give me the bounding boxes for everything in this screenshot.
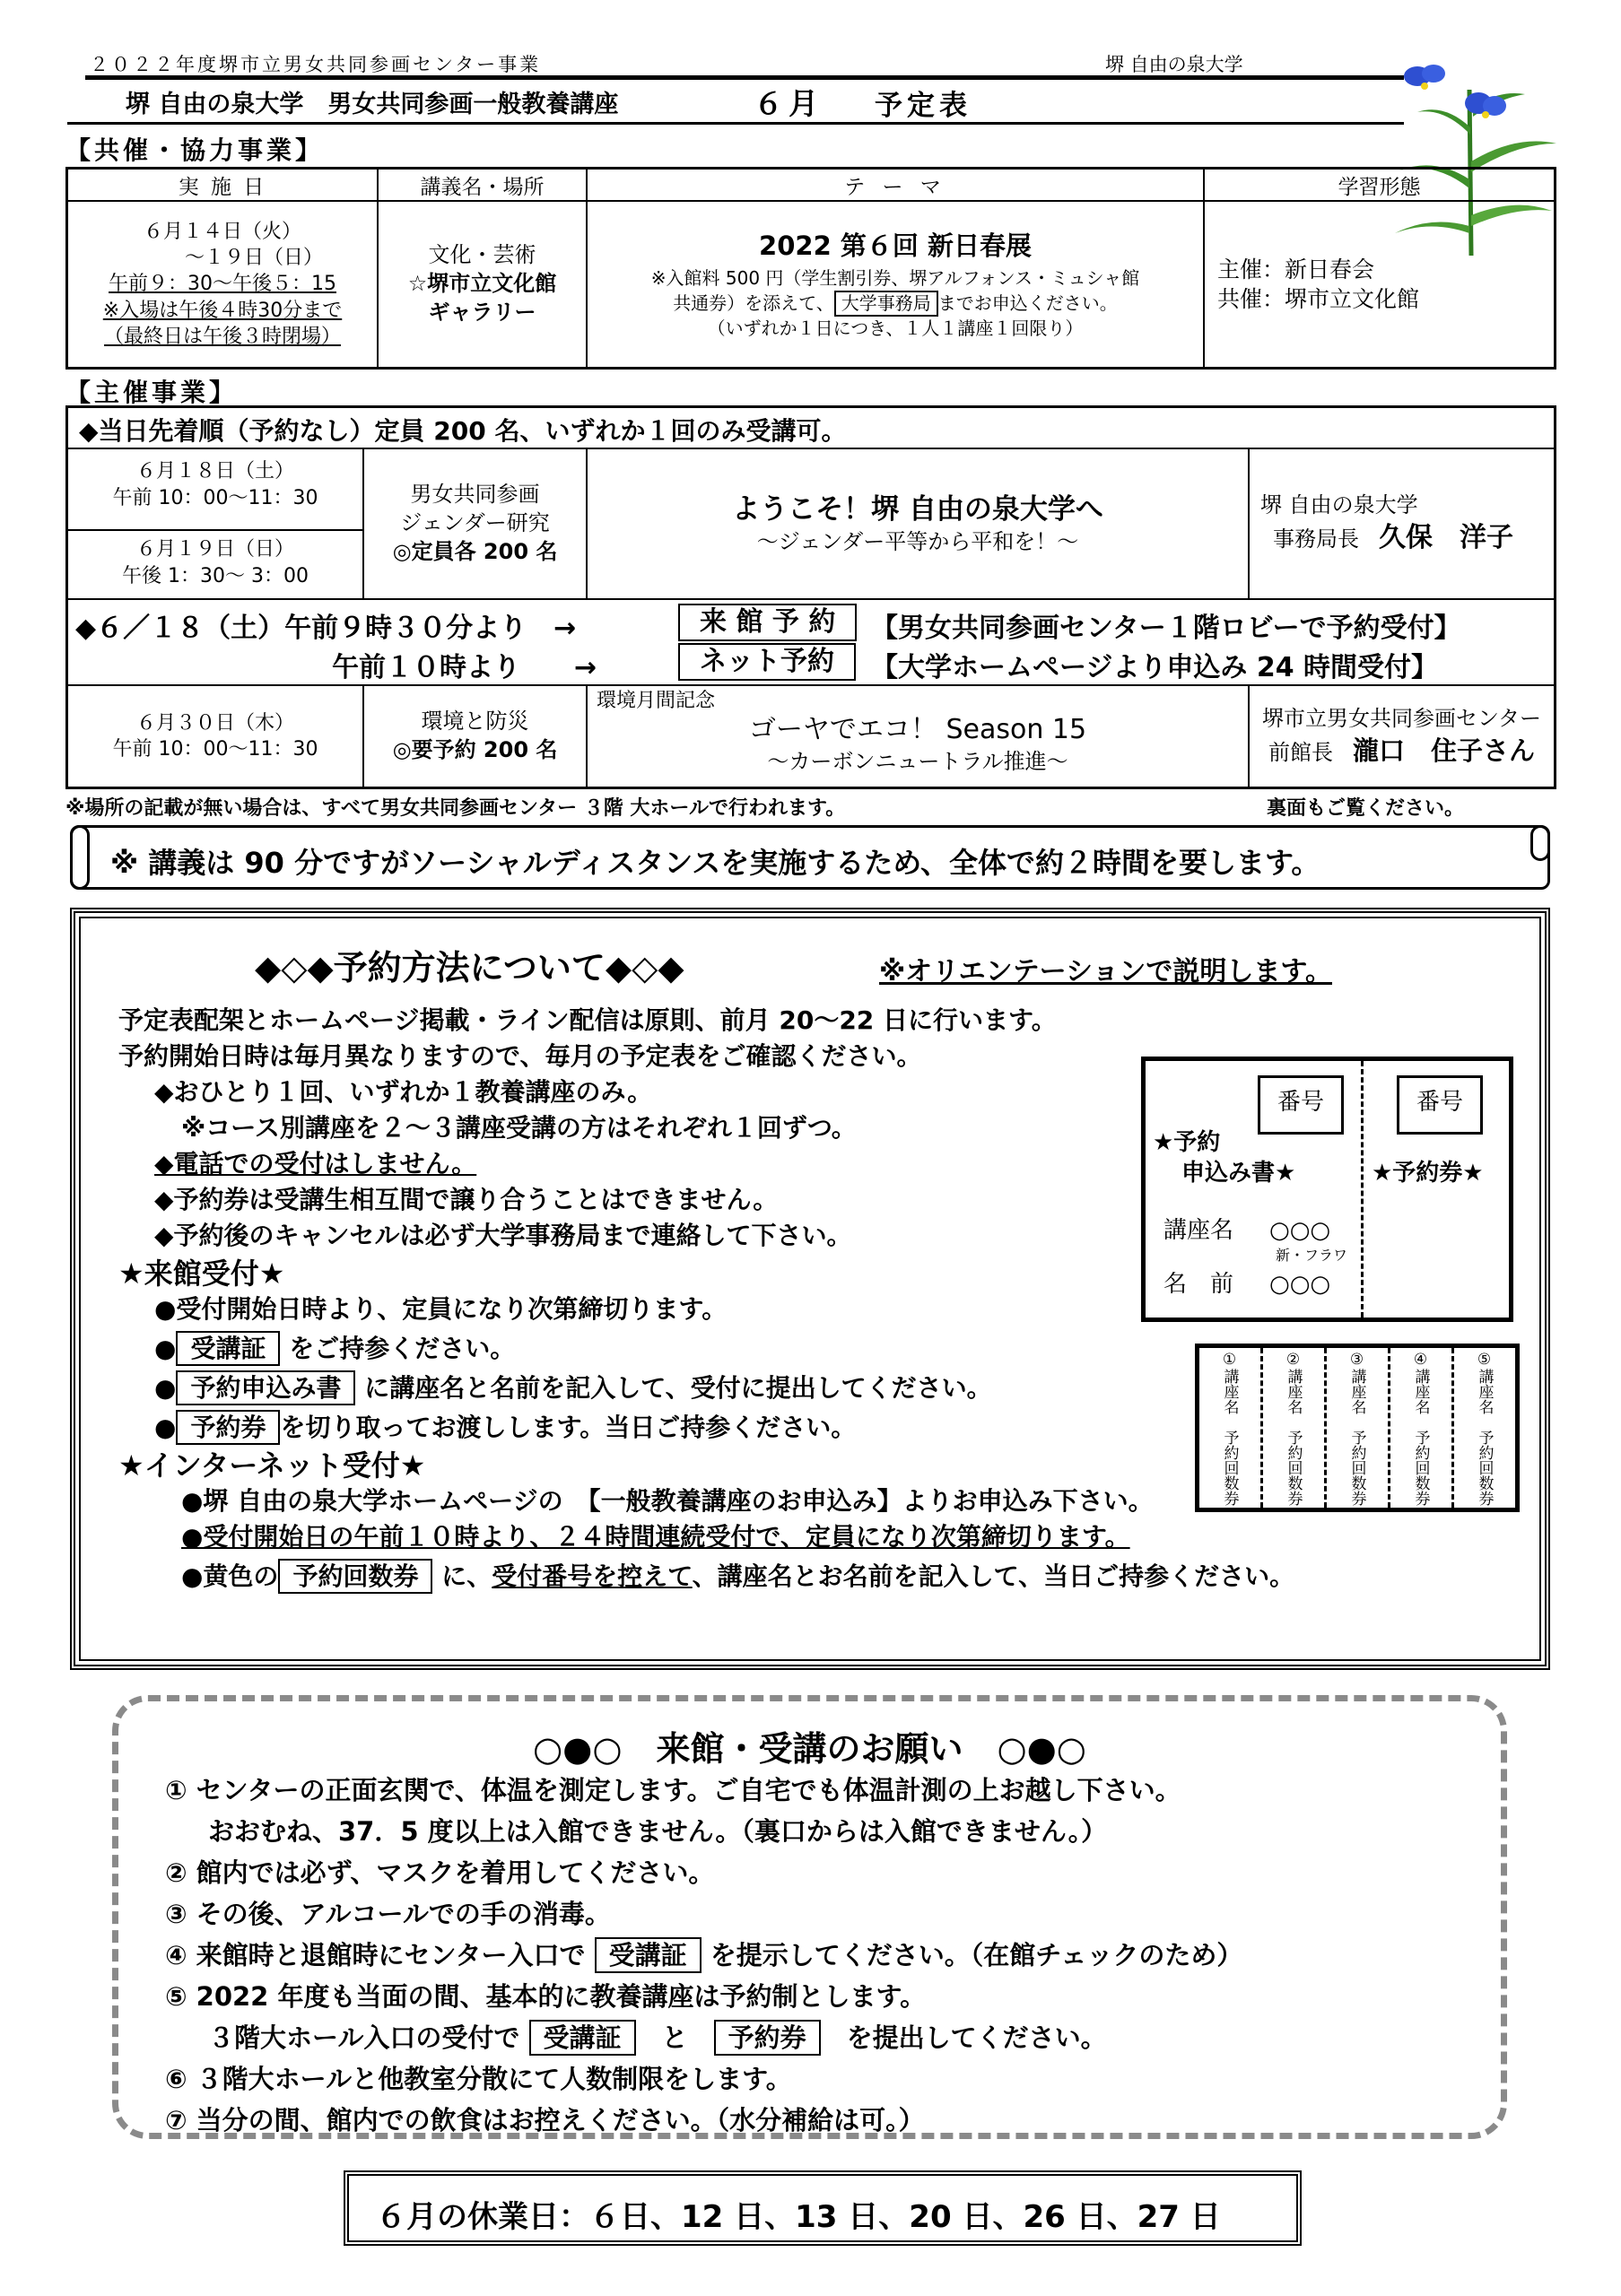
visit-title: ○●○ 来館・受講のお願い ○●○ xyxy=(533,1729,1086,1769)
cosponsored-theme: 2022 第６回 新日春展 ※入館料 500 円（学生割引券、堺アルフォンス・ミュシャ館 共通券）を添えて、 大学事務局 までお申込ください。 （いずれか１日につき、１人１講座１回限り） xyxy=(588,202,1205,367)
certificate-box-2: 受講証 xyxy=(595,1937,702,1973)
scroll-banner xyxy=(70,825,1550,890)
header-rule-bottom xyxy=(67,122,1404,125)
row1-theme: ようこそ！堺 自由の泉大学へ ～ジェンダー平等から平和を！～ xyxy=(588,449,1250,598)
row2-date: ６月３０日（木） 午前 10：00～11：30 xyxy=(68,686,364,787)
certificate-box-3: 受講証 xyxy=(529,2020,636,2056)
cosponsored-format: 主催：新日春会 共催：堺市立文化館 xyxy=(1217,257,1420,312)
coupon-3: ③講座名 予約回数券 xyxy=(1327,1348,1390,1508)
month-label: ６月 xyxy=(754,86,824,121)
sample-reservation-form: 番号 番号 ★予約 申込み書★ ★予約券★ 講座名 ○○○ 新・フラワ 名 前 ○○○ xyxy=(1141,1057,1513,1322)
coupon-2: ②講座名 予約回数券 xyxy=(1263,1348,1327,1508)
location-footnote: ※場所の記載が無い場合は、すべて男女共同参画センター ３階 大ホールで行われます。 xyxy=(65,797,846,820)
row1-date: ６月１８日（土） 午前 10：00～11：30 ６月１９日（日） 午後 1：30～ 3：00 xyxy=(68,449,364,598)
hosted-row-1 xyxy=(68,449,1554,598)
col-header-date: 実 施 日 xyxy=(68,170,379,200)
row1-name: 男女共同参画 ジェンダー研究 ◎定員各 200 名 xyxy=(364,449,588,598)
reservation-title: ◆◇◆予約方法について◆◇◆ xyxy=(255,948,684,987)
schedule-label: 予定表 xyxy=(875,90,972,122)
brand-name: 堺 自由の泉大学 xyxy=(1105,54,1243,75)
org-line: ２０２２年度堺市立男女共同参画センター事業 xyxy=(90,54,542,75)
holiday-box xyxy=(344,2170,1302,2246)
header-rule-top xyxy=(85,75,1404,80)
cosponsored-name: 文化・芸術 ☆堺市立文化館 ギャラリー xyxy=(379,202,588,367)
visit-reservation-box: 来 館 予 約 xyxy=(678,604,857,641)
coupon-4: ④講座名 予約回数券 xyxy=(1390,1348,1454,1508)
ticket-number-box: 番号 xyxy=(1397,1075,1483,1135)
row2-name: 環境と防災 ◎要予約 200 名 xyxy=(364,686,588,787)
ticket-box: 予約券 xyxy=(176,1410,280,1445)
form-number-box: 番号 xyxy=(1258,1075,1344,1135)
hosted-heading: 【主催事業】 xyxy=(65,378,239,407)
application-form-box: 予約申込み書 xyxy=(176,1370,355,1405)
net-reservation-box: ネット予約 xyxy=(678,643,856,681)
row2-theme: 環境月間記念 ゴーヤでエコ！ Season 15 ～カーボンニュートラル推進～ xyxy=(588,686,1250,787)
ticket-box-2: 予約券 xyxy=(714,2020,821,2056)
hosted-row-2 xyxy=(68,686,1554,787)
reservation-panel xyxy=(70,908,1550,1670)
cosponsored-date: ６月１４日（火） ～１９日（日） 午前９：30～午後５：15 ※入場は午後４時30分まで （最終日は午後３時閉場） xyxy=(68,202,379,367)
coupon-box: 予約回数券 xyxy=(278,1559,432,1594)
col-header-format: 学習形態 xyxy=(1338,175,1421,199)
reservation-rules: 予定表配架とホームページ掲載・ライン配信は原則、前月 20～22 日に行います。 予約開始日時は毎月異なりますので、毎月の予定表をご確認ください。 ◆おひとり１回、いずれか１教養講座のみ。 ※コース別講座を２～３講座受講の方はそれぞれ１回ずつ。 ◆電話での受付はしません。 ◆予約券は受講生相互間で譲り合うことはできません。 ◆予約後のキャンセルは必ず大学事務局まで連絡して下さい。 ★来館受付★ ●受付開始日時より、定員になり次第締切ります。 ● 受講証 をご持参ください。 ● 予約申込み書 に講座名と名前を記入して、受付に提出してください。 ● 予約券 を切り取ってお渡しします。当日ご持参ください。 ★インターネット受付★ ●堺 自由の泉大学ホームページの 【一般教養講座のお申込み】よりお申込み下さい。 ●受付開始日の午前１０時より、２４時間連続受付で、定員になり次第締切ります。 ●黄色の 予約回数券 に、受付番号を控えて、講座名とお名前を記入して、当日ご持参ください。 xyxy=(118,1003,1294,1595)
holiday-text: ６月の休業日：６日、12 日、13 日、20 日、26 日、27 日 xyxy=(376,2199,1221,2235)
hosted-notice: ◆当日先着順（予約なし）定員 200 名、いずれか１回のみ受講可。 xyxy=(79,416,847,446)
coupon-1: ①講座名 予約回数券 xyxy=(1199,1348,1263,1508)
cosponsored-heading: 【共催・協力事業】 xyxy=(65,135,325,165)
scroll-notice-text: ※ 講義は 90 分ですがソーシャルディスタンスを実施するため、全体で約２時間を要します。 xyxy=(110,846,1320,880)
col-header-name: 講義名・場所 xyxy=(379,170,588,200)
see-back-note: 裏面もご覧ください。 xyxy=(1267,797,1465,820)
hosted-table xyxy=(65,405,1556,789)
orientation-note: ※オリエンテーションで説明します。 xyxy=(879,956,1332,987)
coupon-sheet xyxy=(1195,1344,1520,1512)
office-box: 大学事務局 xyxy=(834,291,938,317)
cosponsored-table xyxy=(65,167,1556,370)
row2-lecturer: 堺市立男女共同参画センター 前館長 瀧口 住子さん xyxy=(1261,706,1542,766)
certificate-box: 受講証 xyxy=(176,1331,280,1366)
page-title: 堺 自由の泉大学 男女共同参画一般教養講座 xyxy=(126,91,619,118)
visit-items: ① センターの正面玄関で、体温を測定します。ご自宅でも体温計測の上お越し下さい。 おおむね、37．5 度以上は入館できません。（裏口からは入館できません。） ② 館内では必ず、マスクを着用してください。 ③ その後、アルコールでの手の消毒。 ④ 来館時と退館時にセンター入口で 受講証 を提示してください。（在館チェックのため） ⑤ 2022 年度も当面の間、基本的に教養講座は予約制とします。 ３階大ホール入口の受付で 受講証 と 予約券 を提出してください。 ⑥ ３階大ホールと他教室分散にて人数制限をします。 ⑦ 当分の間、館内での飲食はお控えください。（水分補給は可。） xyxy=(165,1775,1243,2135)
visit-request-panel xyxy=(112,1695,1507,2139)
row1-lecturer: 堺 自由の泉大学 事務局長 久保 洋子 xyxy=(1260,492,1513,554)
col-header-theme: テ ー マ xyxy=(588,170,1205,200)
reserve-row: ◆６／１８（土）午前９時３０分より → 来 館 予 約 【男女共同参画センター１階ロビーで予約受付】 午前１０時より → ネット予約 【大学ホームページより申込み 24 時間受付】 xyxy=(68,600,1554,684)
coupon-5: ⑤講座名 予約回数券 xyxy=(1475,1350,1494,1506)
